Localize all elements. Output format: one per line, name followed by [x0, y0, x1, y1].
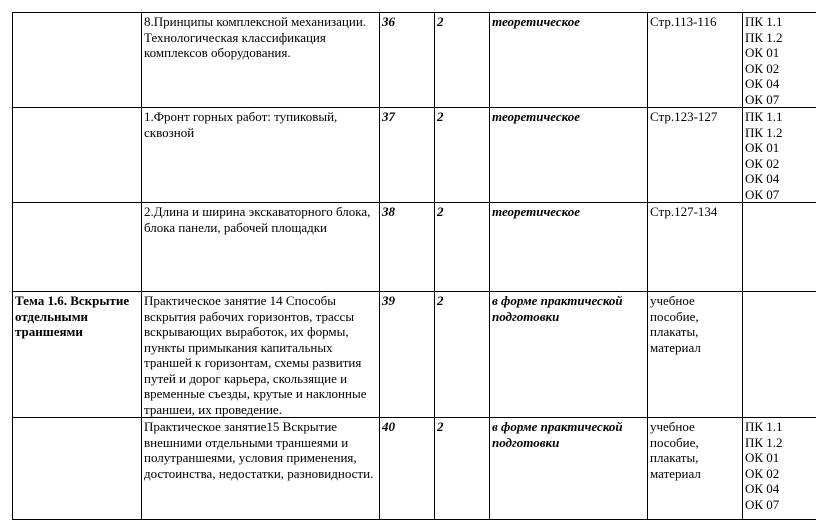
competency: ОК 02: [745, 61, 814, 77]
hours-cell: 2: [435, 292, 490, 418]
competency: ОК 01: [745, 45, 814, 61]
content-cell: Практическое занятие 14 Способы вскрытия рабочих горизонтов, трассы вскрывающих выработок, их формы, пункты примыкания капитальных траншей к горизонтам, схемы развития путей и дорог карьера, скользящие и временные съезды, крутые и наклонные траншеи, их проведение.: [142, 292, 380, 418]
lesson-plan-table: [12, 12, 816, 520]
lesson-type: в форме практической подготовки: [490, 292, 648, 418]
lesson-type: теоретическое: [490, 203, 648, 292]
competencies-cell: [743, 203, 816, 292]
hours-cell: 2: [435, 108, 490, 203]
content-cell: 1.Фронт горных работ: тупиковый, сквозной: [142, 108, 380, 203]
competency: ПК 1.2: [745, 30, 814, 46]
competency: ОК 07: [745, 497, 814, 513]
competency: ПК 1.2: [745, 125, 814, 141]
lesson-type: теоретическое: [490, 108, 648, 203]
lesson-number: 39: [380, 292, 435, 418]
competency: ОК 02: [745, 156, 814, 172]
competency: ПК 1.1: [745, 14, 814, 30]
competency: ОК 01: [745, 450, 814, 466]
competencies-cell: [743, 418, 816, 520]
table-row: [13, 418, 816, 520]
topic-cell: [13, 292, 142, 418]
topic-cell: [13, 203, 142, 292]
topic-cell: [13, 418, 142, 520]
topic-cell: [13, 108, 142, 203]
table-row: [13, 203, 816, 292]
competency: ОК 02: [745, 466, 814, 482]
competencies-cell: [743, 13, 816, 108]
hours-cell: 2: [435, 13, 490, 108]
content-cell: Практическое занятие15 Вскрытие внешними отдельными траншеями и полутраншеями, условия применения, достоинства, недостатки, разновидности.: [142, 418, 380, 520]
competency: ПК 1.1: [745, 419, 814, 435]
competency: ПК 1.2: [745, 435, 814, 451]
source-cell: Стр.123-127: [648, 108, 743, 203]
topic-title: Тема 1.6. Вскрытие отдельными траншеями: [15, 293, 129, 339]
hours-cell: 2: [435, 203, 490, 292]
competency: ОК 07: [745, 92, 814, 108]
competency: ПК 1.1: [745, 109, 814, 125]
source-cell: учебное пособие, плакаты, материал: [648, 418, 743, 520]
lesson-number: 38: [380, 203, 435, 292]
table-row: [13, 292, 816, 418]
lesson-number: 36: [380, 13, 435, 108]
competencies-cell: [743, 108, 816, 203]
competency: ОК 01: [745, 140, 814, 156]
content-cell: 2.Длина и ширина экскаваторного блока, блока панели, рабочей площадки: [142, 203, 380, 292]
source-cell: Стр.127-134: [648, 203, 743, 292]
table-row: [13, 108, 816, 203]
lesson-type: в форме практической подготовки: [490, 418, 648, 520]
competency: ОК 04: [745, 481, 814, 497]
competency: ОК 07: [745, 187, 814, 203]
table-row: [13, 13, 816, 108]
topic-cell: [13, 13, 142, 108]
hours-cell: 2: [435, 418, 490, 520]
competency: ОК 04: [745, 171, 814, 187]
competencies-cell: [743, 292, 816, 418]
lesson-number: 37: [380, 108, 435, 203]
source-cell: Стр.113-116: [648, 13, 743, 108]
source-cell: учебное пособие, плакаты, материал: [648, 292, 743, 418]
content-cell: 8.Принципы комплексной механизации. Технологическая классификация комплексов оборудования.: [142, 13, 380, 108]
competency: ОК 04: [745, 76, 814, 92]
lesson-type: теоретическое: [490, 13, 648, 108]
lesson-number: 40: [380, 418, 435, 520]
